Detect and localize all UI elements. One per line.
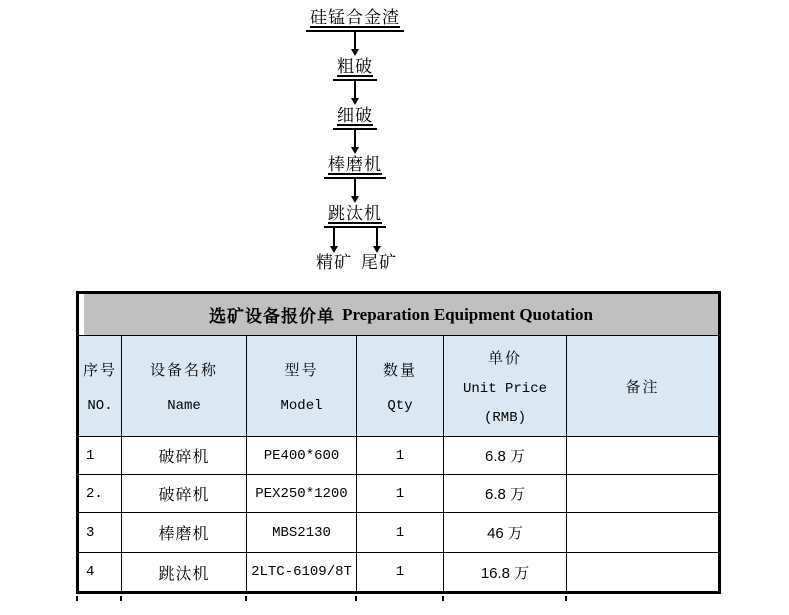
cell-note [567,553,720,593]
table-edge-stub [76,596,78,601]
flow-node-label: 粗破 [337,57,373,76]
flow-node-coarse-crush [333,57,377,81]
arrow-down-icon [333,227,335,246]
col-header-en: Unit Price [462,380,547,397]
col-header-zh: 数量 [382,361,417,379]
arrow-down-icon [354,130,356,147]
col-header-remarks [567,336,720,437]
col-header-model [247,336,357,437]
col-header-en: Model [280,397,323,414]
table-title-en: Preparation Equipment Quotation [342,304,593,324]
cell-model: PEX250*1200 [247,475,357,513]
cell-model: MBS2130 [247,513,357,553]
table-row [78,513,720,553]
cell-name: 跳汰机 [122,553,247,593]
cell-note [567,475,720,513]
table-row [78,553,720,593]
flow-output-concentrate: 精矿 [316,253,352,272]
table-row [78,475,720,513]
arrow-down-icon [354,32,356,49]
cell-name: 破碎机 [122,437,247,475]
table-edge-stub [245,596,247,601]
flow-node-source [306,8,404,32]
cell-name: 棒磨机 [122,513,247,553]
col-header-en: NO. [87,397,113,414]
arrow-down-icon [354,81,356,98]
cell-name: 破碎机 [122,475,247,513]
cell-price: 6.8 万 [444,437,567,475]
col-header-en: Qty [387,397,413,414]
flow-node-label: 细破 [337,106,373,125]
cell-no: 3 [78,513,122,553]
flow-node-rod-mill [324,155,386,179]
cell-no: 1 [78,437,122,475]
flow-node-jig-machine [324,204,386,228]
cell-no: 2. [78,475,122,513]
col-header-zh: 序号 [82,361,117,379]
col-header-qty [357,336,444,437]
table-title [84,294,718,335]
quotation-table [76,291,721,594]
col-header-en: Name [167,397,201,414]
table-title-cell [78,293,720,336]
col-header-no [78,336,122,437]
col-header-en2: (RMB) [483,409,526,426]
cell-model: 2LTC-6109/8T [247,553,357,593]
col-header-name [122,336,247,437]
table-title-zh: 选矿设备报价单 [209,307,336,326]
cell-qty: 1 [357,437,444,475]
table-edge-stub [565,596,567,601]
flow-node-fine-crush [333,106,377,130]
cell-price: 16.8 万 [444,553,567,593]
col-header-unit-price [444,336,567,437]
cell-qty: 1 [357,553,444,593]
table-title-row [78,293,720,336]
cell-no: 4 [78,553,122,593]
col-header-zh: 单价 [487,349,522,367]
col-header-zh: 备注 [625,378,660,396]
table-header-row [78,336,720,437]
arrow-down-icon [376,227,378,246]
cell-price: 6.8 万 [444,475,567,513]
flow-node-label: 棒磨机 [328,155,382,174]
flow-output-tailings: 尾矿 [361,253,397,272]
table-edge-stub [355,596,357,601]
table-edge-stub [120,596,122,601]
cell-qty: 1 [357,475,444,513]
col-header-zh: 型号 [284,361,319,379]
arrow-down-icon [354,179,356,196]
cell-note [567,513,720,553]
cell-qty: 1 [357,513,444,553]
cell-model: PE400*600 [247,437,357,475]
col-header-zh: 设备名称 [149,361,218,379]
cell-price: 46 万 [444,513,567,553]
flow-node-label: 硅锰合金渣 [310,8,400,27]
flow-node-label: 跳汰机 [328,204,382,223]
cell-note [567,437,720,475]
table-row [78,437,720,475]
table-edge-stub [442,596,444,601]
